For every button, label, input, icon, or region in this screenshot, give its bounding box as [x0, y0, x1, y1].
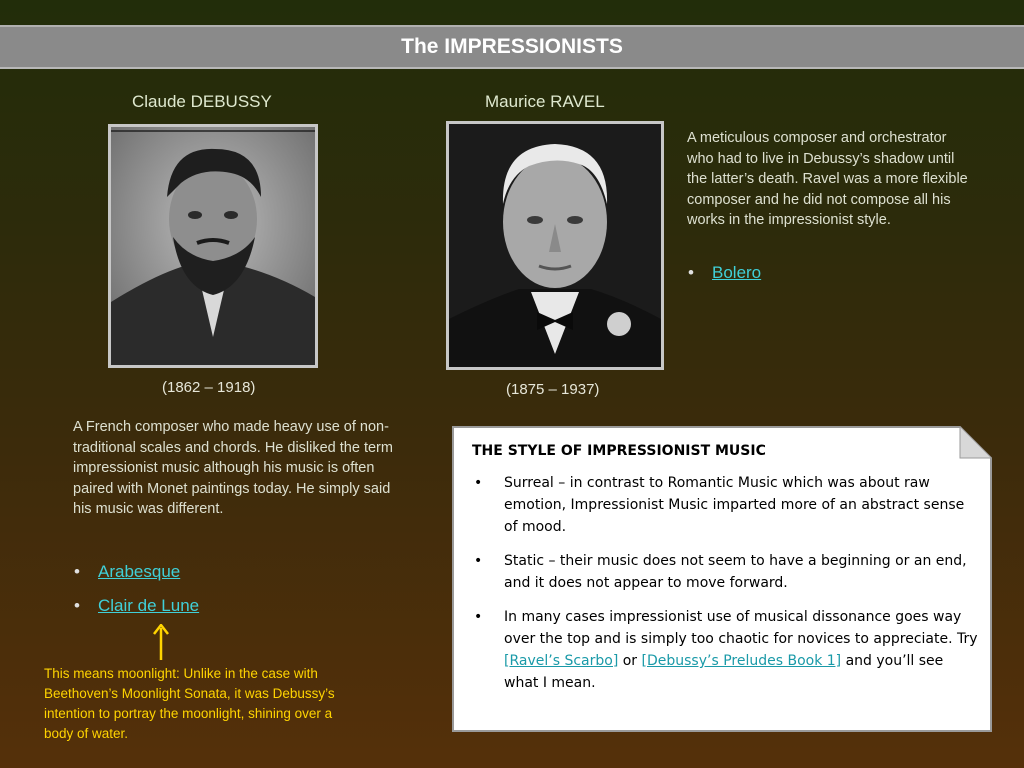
debussy-description: A French composer who made heavy use of non-traditional scales and chords. He disliked the term impressionist music although his music is often paired with Monet paintings today. He simply said his music was different. [73, 419, 393, 517]
ravel-links [688, 263, 761, 297]
link-bolero[interactable]: Bolero [712, 263, 762, 282]
link-arabesque[interactable]: Arabesque [98, 562, 181, 581]
bullet-glyph: • [74, 596, 80, 615]
bullet-glyph: • [474, 609, 483, 625]
debussy-name: Claude DEBUSSY [132, 92, 272, 111]
ravel-dates: (1875 – 1937) [506, 381, 600, 398]
bullet-glyph: • [74, 562, 80, 581]
style-bullet-suffix: and you’ll see what I mean. [504, 653, 944, 691]
link-clair-de-lune[interactable]: Clair de Lune [98, 596, 200, 615]
arrow-up-icon [152, 624, 170, 660]
style-box [452, 426, 992, 732]
ravel-name: Maurice RAVEL [485, 92, 605, 111]
debussy-portrait [108, 124, 318, 368]
style-bullet-dissonance: In many cases impressionist use of musical dissonance goes way over the top and is simply too chaotic for novices to appreciate. Try [504, 609, 978, 647]
debussy-links [74, 562, 199, 630]
style-heading: THE STYLE OF IMPRESSIONIST MUSIC [472, 443, 766, 459]
list-item [74, 596, 199, 616]
ravel-photo [449, 124, 661, 367]
list-item [74, 562, 199, 582]
bullet-glyph: • [688, 263, 694, 282]
title-bar [0, 25, 1024, 69]
ravel-description: A meticulous composer and orchestrator who had to live in Debussy’s shadow until the latter’s death. Ravel was a more flexible composer and he did not compose all his works in the impressionist style. [687, 130, 968, 228]
style-list [472, 472, 982, 694]
moonlight-note: This means moonlight: Unlike in the case with Beethoven’s Moonlight Sonata, it was Debussy’s intention to portray the moonlight, shining over a body of water. [44, 666, 335, 741]
page-title: The IMPRESSIONISTS [401, 35, 623, 58]
link-ravel-scarbo[interactable]: [Ravel’s Scarbo] [504, 653, 619, 669]
style-box-content [472, 440, 982, 706]
link-debussy-preludes[interactable]: [Debussy’s Preludes Book 1] [641, 653, 842, 669]
style-bullet-or: or [618, 653, 642, 669]
list-item [472, 550, 982, 594]
style-bullet-static: Static – their music does not seem to have a beginning or an end, and it does not appear to move forward. [504, 553, 967, 591]
ravel-portrait [446, 121, 664, 370]
style-bullet-surreal: Surreal – in contrast to Romantic Music which was about raw emotion, Impressionist Music imparted more of an abstract sense of mood. [504, 475, 965, 535]
bullet-glyph: • [474, 553, 483, 569]
debussy-photo [111, 127, 315, 365]
debussy-dates: (1862 – 1918) [162, 379, 256, 396]
list-item [472, 606, 982, 694]
bullet-glyph: • [474, 475, 483, 491]
list-item [688, 263, 761, 283]
list-item [472, 472, 982, 538]
